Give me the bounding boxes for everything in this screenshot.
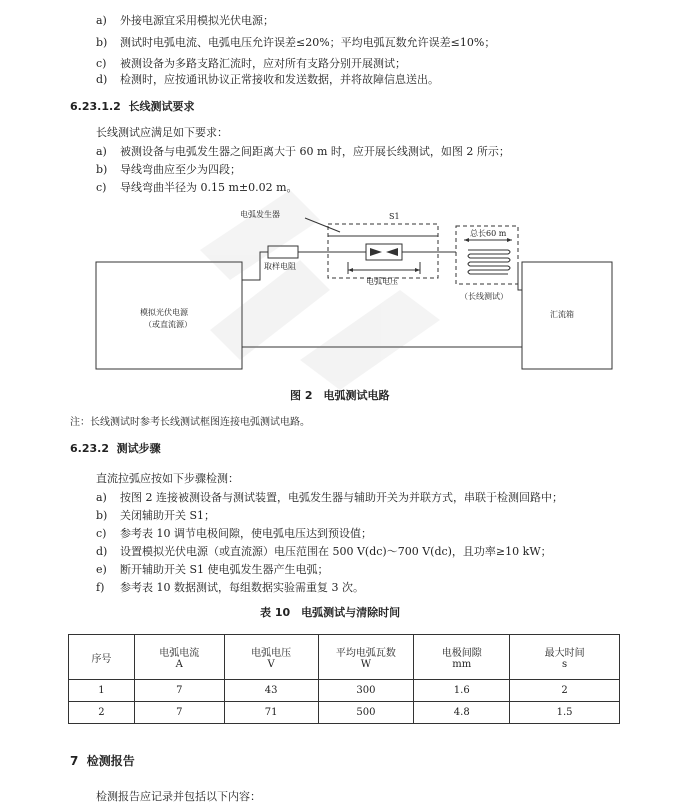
list-marker: a) [96,145,107,158]
list-marker: c) [96,57,107,70]
section-heading-6-23-2 [70,442,161,456]
watermark-logo [200,190,440,390]
section-number: 6.23.1.2 [70,100,121,113]
list-marker: d) [96,73,108,86]
list-item-text: 外接电源宜采用模拟光伏电源； [120,14,274,27]
list-marker: d) [96,545,108,558]
label-long-test: （长线测试） [460,292,508,301]
list-marker: a) [96,14,107,27]
table-cell: 7 [134,702,224,724]
label-pv-source-note: （或直流源） [144,320,192,329]
table-cell: 43 [224,680,318,702]
table-header-cell: 电弧电压 V [224,635,318,680]
list-item-text: 断开辅助开关 S1 使电弧发生器产生电弧； [120,563,329,576]
list-marker: e) [96,563,107,576]
list-item-text: 被测设备与电弧发生器之间距离大于 60 m 时，应开展长线测试，如图 2 所示； [120,145,510,158]
list-item-text: 关闭辅助开关 S1； [120,509,216,522]
table-header-cell: 电弧电流 A [134,635,224,680]
list-item-text: 设置模拟光伏电源（或直流源）电压范围在 500 V(dc)～700 V(dc)，且功率≥10 kW； [120,545,552,558]
label-combiner: 汇流箱 [550,310,574,319]
list-item-text: 导线弯曲应至少为四段； [120,163,241,176]
table-cell: 500 [318,702,414,724]
label-s1: S1 [389,212,400,221]
section-title: 检测报告 [86,754,135,768]
table-header-cell: 序号 [69,635,135,680]
table-title: 表 10 电弧测试与清除时间 [260,606,401,619]
list-marker: a) [96,491,107,504]
list-marker: c) [96,181,107,194]
section-title: 测试步骤 [116,442,161,455]
table-row [69,680,620,702]
section-title: 长线测试要求 [128,100,195,113]
figure-note: 注：长线测试时参考长线测试框图连接电弧测试电路。 [70,417,310,428]
section-number: 7 [70,754,79,768]
list-item-text: 参考表 10 调节电极间隙，使电弧电压达到预设值； [120,527,372,540]
table-cell: 1.5 [510,702,620,724]
paragraph-report-intro: 检测报告应记录并包括以下内容： [96,790,261,803]
table-header-cell: 平均电弧瓦数 W [318,635,414,680]
arc-test-table [68,634,620,724]
table-row [69,702,620,724]
section-heading-7 [70,754,135,768]
label-arc-generator: 电弧发生器 [240,210,280,219]
list-item-text: 按图 2 连接被测设备与测试装置，电弧发生器与辅助开关为并联方式，串联于检测回路中； [120,491,563,504]
list-marker: b) [96,509,108,522]
table-cell: 2 [510,680,620,702]
paragraph-intro: 长线测试应满足如下要求： [96,126,228,139]
label-pv-source: 模拟光伏电源 [140,308,188,317]
table-header-cell: 电极间隙 mm [414,635,510,680]
table-header-row [69,635,620,680]
label-total-length: 总长60 m [470,229,507,238]
list-marker: b) [96,36,108,49]
list-item-text: 参考表 10 数据测试，每组数据实验需重复 3 次。 [120,581,364,594]
table-cell: 7 [134,680,224,702]
table-cell: 2 [69,702,135,724]
table-cell: 1.6 [414,680,510,702]
table-cell: 71 [224,702,318,724]
list-marker: b) [96,163,108,176]
list-marker: f) [96,581,105,594]
list-item-text: 检测时，应按通讯协议正常接收和发送数据，并将故障信息送出。 [120,73,439,86]
table-cell: 4.8 [414,702,510,724]
coiled-cable-icon [468,250,510,274]
list-item-text: 测试时电弧电流、电弧电压允许误差≤20%；平均电弧瓦数允许误差≤10%； [120,36,496,49]
section-number: 6.23.2 [70,442,109,455]
list-item-text: 被测设备为多路支路汇流时，应对所有支路分别开展测试； [120,57,406,70]
label-shunt: 取样电阻 [264,262,296,271]
table-cell: 1 [69,680,135,702]
table-cell: 300 [318,680,414,702]
label-arc-voltage: 电弧电压 [366,277,398,286]
list-item-text: 导线弯曲半径为 0.15 m±0.02 m。 [120,181,298,194]
figure-caption: 图 2 电弧测试电路 [290,389,390,402]
list-marker: c) [96,527,107,540]
paragraph-intro: 直流拉弧应按如下步骤检测： [96,472,239,485]
arc-gap-icon [370,248,398,256]
table-header-cell: 最大时间 s [510,635,620,680]
